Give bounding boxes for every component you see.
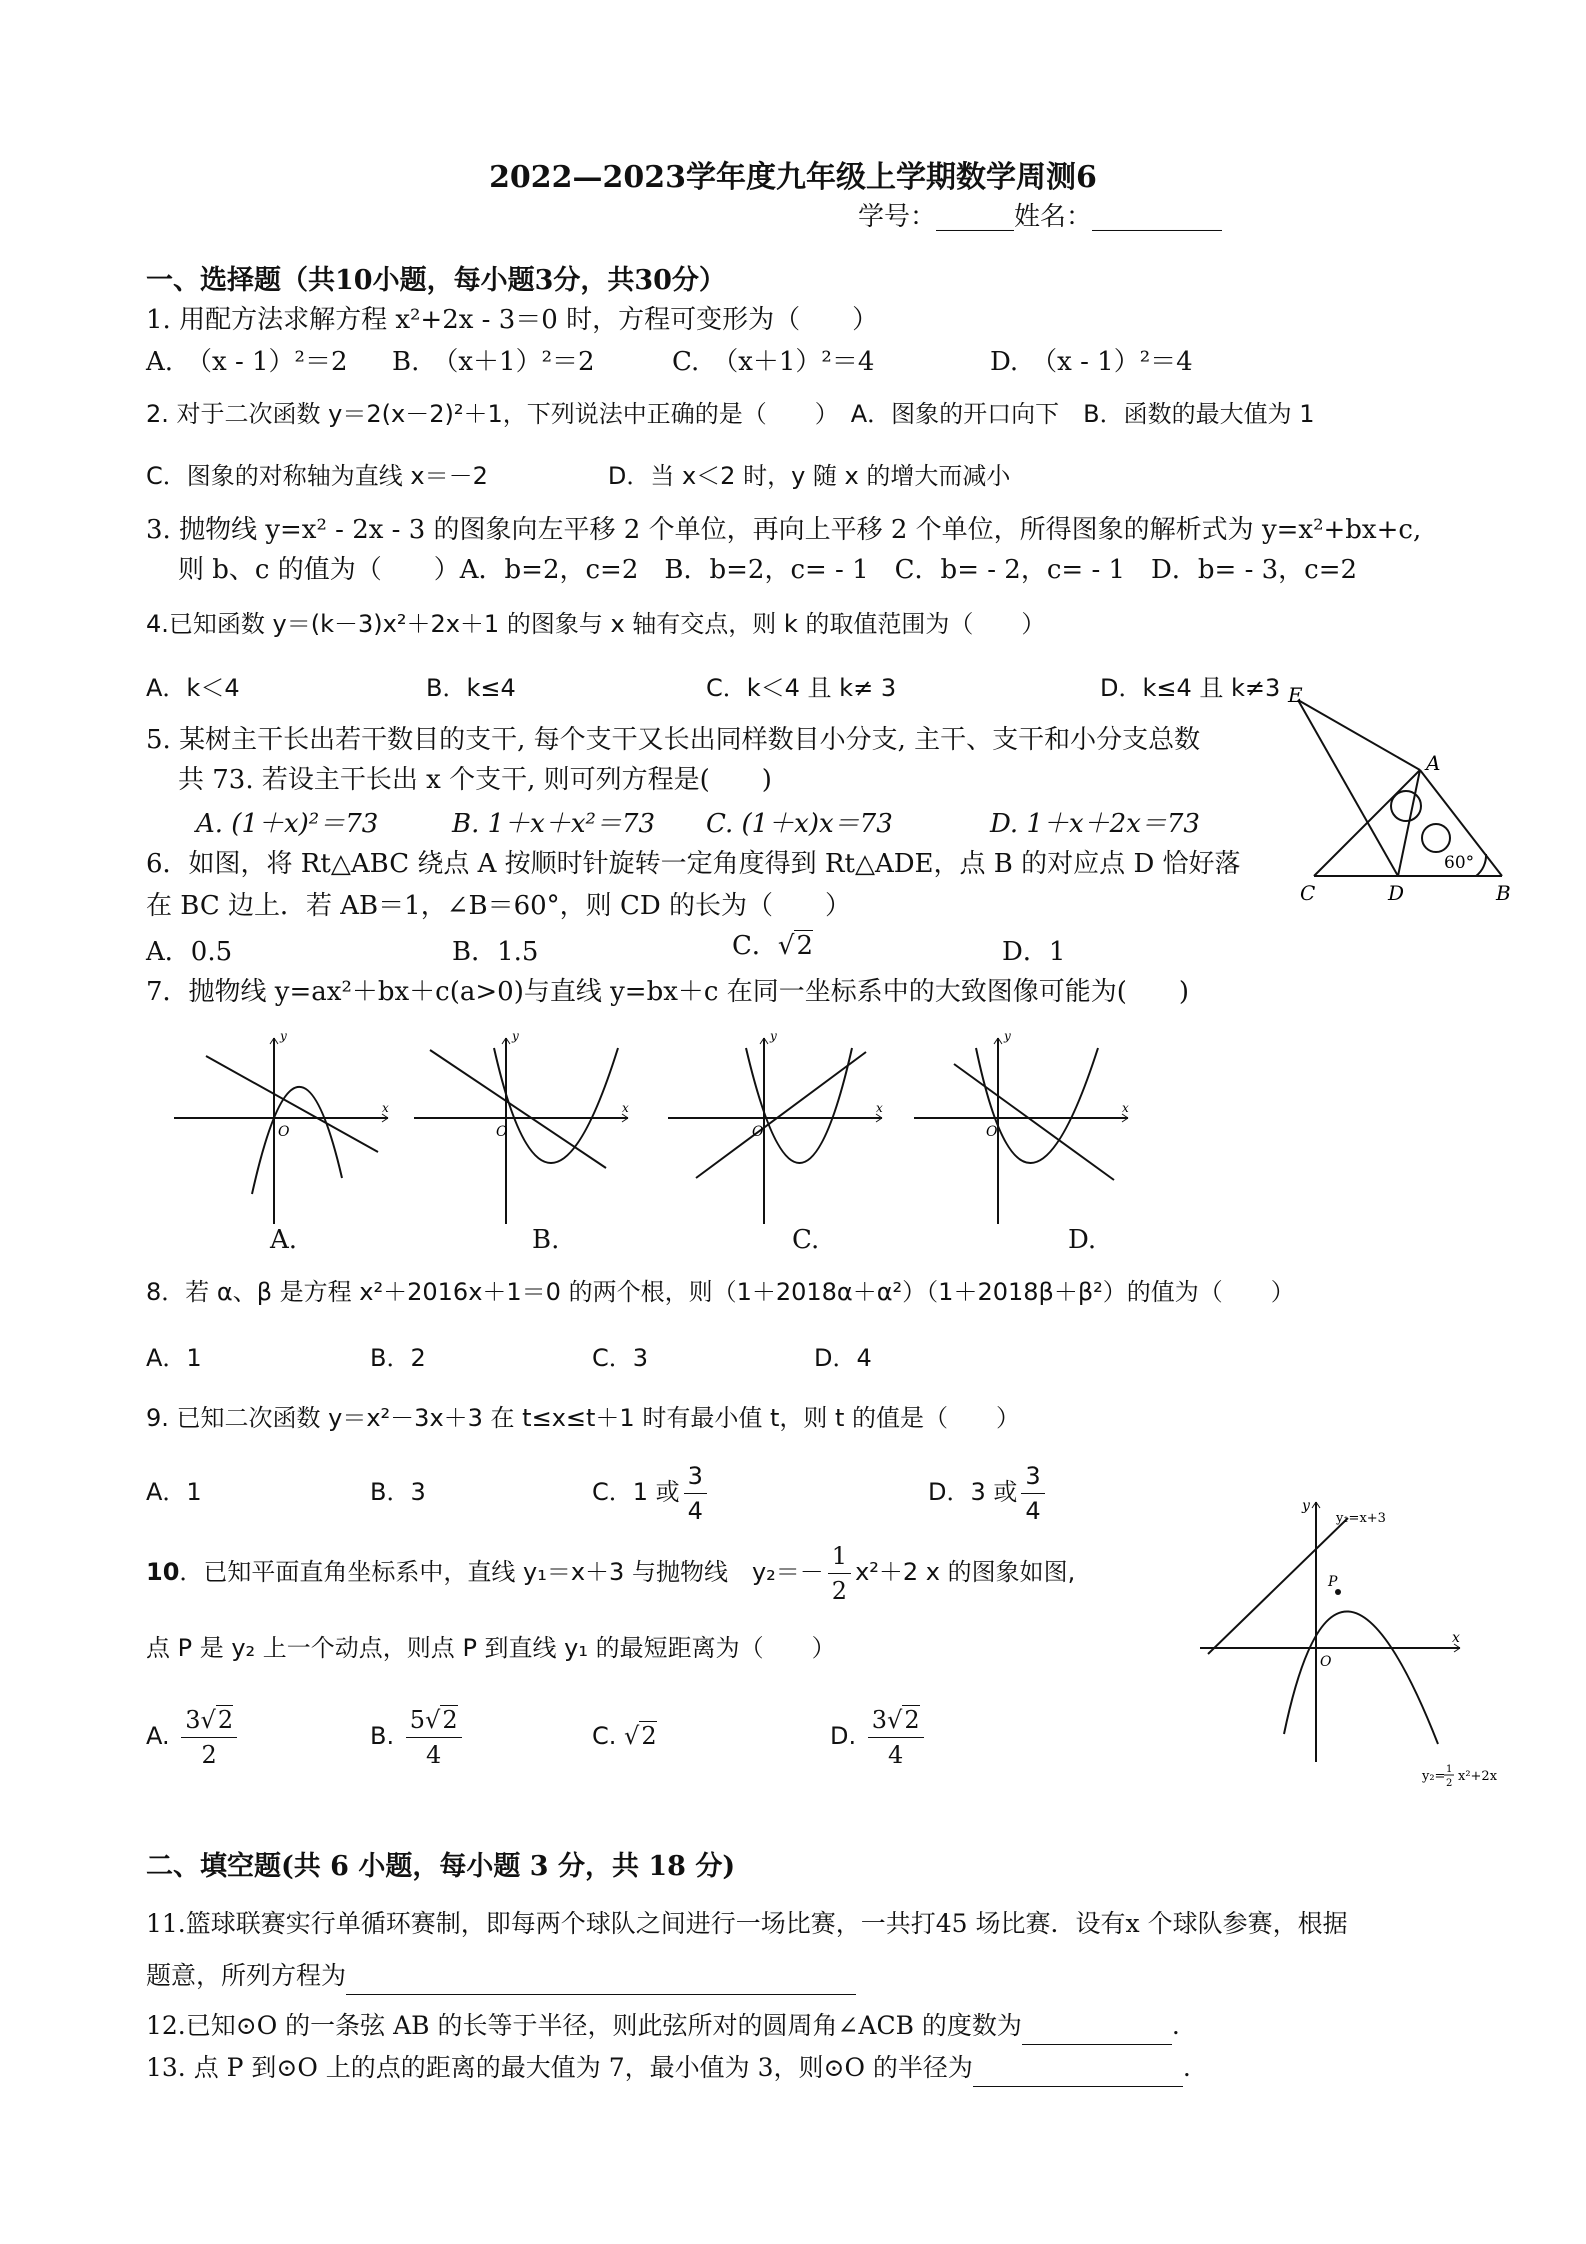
sqrt-radicand: 2 [796,931,814,961]
answer-blank[interactable] [1022,2008,1172,2045]
question-1-option-c: C. （x＋1）²＝4 [672,347,875,377]
section-heading-choice: 一、选择题（共10小题，每小题3分，共30分） [146,265,726,296]
question-10-stem: 10．已知平面直角坐标系中，直线 y₁＝x＋3 与抛物线 y₂＝－ $\frac{1}{2}$ x²＋2 x 的图象如图, [146,1532,1075,1612]
question-1-option-a: A. （x - 1）²＝2 [146,347,348,377]
question-4-option-c: C．k＜4 且 k≠ 3 [706,674,897,702]
question-6-option-b: B．1.5 [452,937,539,967]
question-8-option-b: B．2 [370,1344,426,1372]
question-9-option-b: B．3 [370,1478,426,1506]
question-10-option-b: B. $\frac{5√2}{4}$ [370,1696,466,1776]
origin-label: O [278,1124,290,1140]
triangle-rotation-figure [1280,680,1520,910]
question-4-option-a: A．k＜4 [146,674,240,702]
origin-label: O [496,1124,508,1140]
curve-y2-tail: x²+2x [1458,1769,1498,1784]
line-y1-label: y₁=x+3 [1336,1511,1386,1526]
question-5-option-a: A. (1＋x)²＝73 [196,809,379,839]
question-5-stem-line2: 共 73. 若设主干长出 x 个支干, 则可列方程是( ) [178,765,772,795]
page-title: 2022—2023学年度九年级上学期数学周测6 [489,160,1097,195]
question-6-stem: 6．如图，将 Rt△ABC 绕点 A 按顺时针旋转一定角度得到 Rt△ADE，点 B 的对应点 D 恰好落 [146,849,1241,879]
question-4-option-b: B．k≤4 [426,674,516,702]
point-a-label: A [1426,751,1441,775]
question-8-option-a: A．1 [146,1344,202,1372]
question-10-option-a: A. $\frac{3√2}{2}$ [146,1696,241,1776]
question-7-stem: 7．抛物线 y=ax²＋bx＋c(a>0)与直线 y=bx＋c 在同一坐标系中的大致图像可能为( ) [146,977,1190,1007]
question-9-option-d: D．3 或 $\frac{3}{4}$ [928,1452,1049,1532]
question-5-option-b: B. 1＋x＋x²＝73 [452,809,656,839]
fraction-three-quarters: $\frac{3}{4}$ [684,1459,707,1528]
graph-label-a: A. [270,1225,298,1255]
question-6-stem-line2: 在 BC 边上．若 AB＝1，∠B＝60°，则 CD 的长为（ ） [146,891,851,921]
question-11-line2: 题意，所列方程为 [146,1958,856,1995]
question-8-option-c: C．3 [592,1344,649,1372]
axis-x-label: x [1452,1630,1460,1646]
question-8-stem: 8．若 α、β 是方程 x²＋2016x＋1＝0 的两个根，则（1＋2018α＋α²）（1＋2018β＋β²）的值为（ ） [146,1278,1295,1306]
question-1-stem: 1. 用配方法求解方程 x²+2x - 3＝0 时，方程可变形为（ ） [146,305,879,335]
question-12: 12.已知⊙O 的一条弦 AB 的长等于半径，则此弦所对的圆周角∠ACB 的度数为 . [146,2008,1180,2045]
question-3-stem: 3. 抛物线 y=x² - 2x - 3 的图象向左平移 2 个单位，再向上平移 2 个单位，所得图象的解析式为 y=x²+bx+c, [146,515,1422,545]
question-10-option-c: C. √2 [592,1722,657,1750]
graph-option-d [906,1028,1136,1228]
question-8-option-d: D．4 [814,1344,872,1372]
line-parabola-figure [1196,1494,1526,1794]
graph-label-c: C. [792,1225,820,1255]
axis-y-label: y [280,1029,287,1043]
answer-blank[interactable] [346,1958,856,1995]
graph-label-d: D. [1068,1225,1097,1255]
axis-x-label: x [382,1101,389,1115]
axis-y-label: y [770,1029,777,1043]
angle-60-label: 60° [1444,853,1475,873]
axis-y-label: y [1302,1498,1310,1514]
point-e-label: E [1288,683,1303,707]
student-info-fields: 学号：______姓名：__________ [858,202,1223,232]
question-5-option-d: D. 1＋x＋2x＝73 [990,809,1200,839]
answer-blank[interactable] [973,2050,1183,2087]
question-5-option-c: C. (1＋x)x＝73 [706,809,893,839]
axis-y-label: y [1004,1029,1011,1043]
question-13: 13. 点 P 到⊙O 上的点的距离的最大值为 7，最小值为 3，则⊙O 的半径为 . [146,2050,1191,2087]
question-6-option-c: C．√2 [732,931,814,961]
question-11-stem: 11.篮球联赛实行单循环赛制，即每两个球队之间进行一场比赛，一共打45 场比赛．设有x 个球队参赛，根据 [146,1909,1348,1938]
fraction-three-quarters: $\frac{3}{4}$ [1021,1459,1044,1528]
section-heading-fill-in: 二、填空题(共 6 小题，每小题 3 分，共 18 分) [146,1851,736,1882]
question-1-option-b: B. （x＋1）²＝2 [392,347,595,377]
graph-option-a [166,1028,396,1228]
question-2-options-cd: C．图象的对称轴为直线 x＝－2 D．当 x＜2 时，y 随 x 的增大而减小 [146,462,1011,490]
graph-option-c [660,1028,890,1228]
question-10-option-d: D. $\frac{3√2}{4}$ [830,1696,928,1776]
graph-label-b: B. [532,1225,560,1255]
axis-x-label: x [1122,1101,1129,1115]
origin-label: O [1320,1654,1332,1670]
curve-y2-label: y₂= [1422,1769,1446,1784]
question-2-stem: 2. 对于二次函数 y＝2(x－2)²＋1，下列说法中正确的是（ ） A．图象的开口向下 B．函数的最大值为 1 [146,400,1315,428]
point-d-label: D [1388,881,1405,905]
question-3-options: 则 b、c 的值为（ ）A．b=2，c=2 B．b=2，c= - 1 C．b= - 2，c= - 1 D．b= - 3，c=2 [178,555,1358,585]
axis-x-label: x [876,1101,883,1115]
question-10-stem-line2: 点 P 是 y₂ 上一个动点，则点 P 到直线 y₁ 的最短距离为（ ） [146,1634,836,1662]
origin-label: O [752,1124,764,1140]
curve-half-denominator: 2 [1446,1778,1453,1789]
question-4-option-d: D．k≤4 且 k≠3 [1100,674,1281,702]
question-6-option-d: D．1 [1002,937,1066,967]
axis-x-label: x [622,1101,629,1115]
origin-label: O [986,1124,998,1140]
point-p-label: P [1328,1574,1338,1590]
question-6-option-a: A．0.5 [146,937,233,967]
question-1-option-d: D. （x - 1）²＝4 [990,347,1193,377]
question-9-option-c: C．1 或 $\frac{3}{4}$ [592,1452,711,1532]
question-9-option-a: A．1 [146,1478,202,1506]
graph-option-b [406,1028,636,1228]
point-c-label: C [1300,881,1316,905]
fraction-one-half: $\frac{1}{2}$ [828,1539,851,1608]
point-b-label: B [1496,881,1511,905]
question-5-stem: 5. 某树主干长出若干数目的支干, 每个支干又长出同样数目小分支, 主干、支干和小分支总数 [146,725,1201,755]
axis-y-label: y [512,1029,519,1043]
question-4-stem: 4.已知函数 y＝(k－3)x²＋2x＋1 的图象与 x 轴有交点，则 k 的取值范围为（ ） [146,610,1046,638]
question-9-stem: 9. 已知二次函数 y＝x²－3x＋3 在 t≤x≤t＋1 时有最小值 t，则 t 的值是（ ） [146,1404,1021,1432]
curve-half-numerator: 1 [1446,1764,1453,1775]
